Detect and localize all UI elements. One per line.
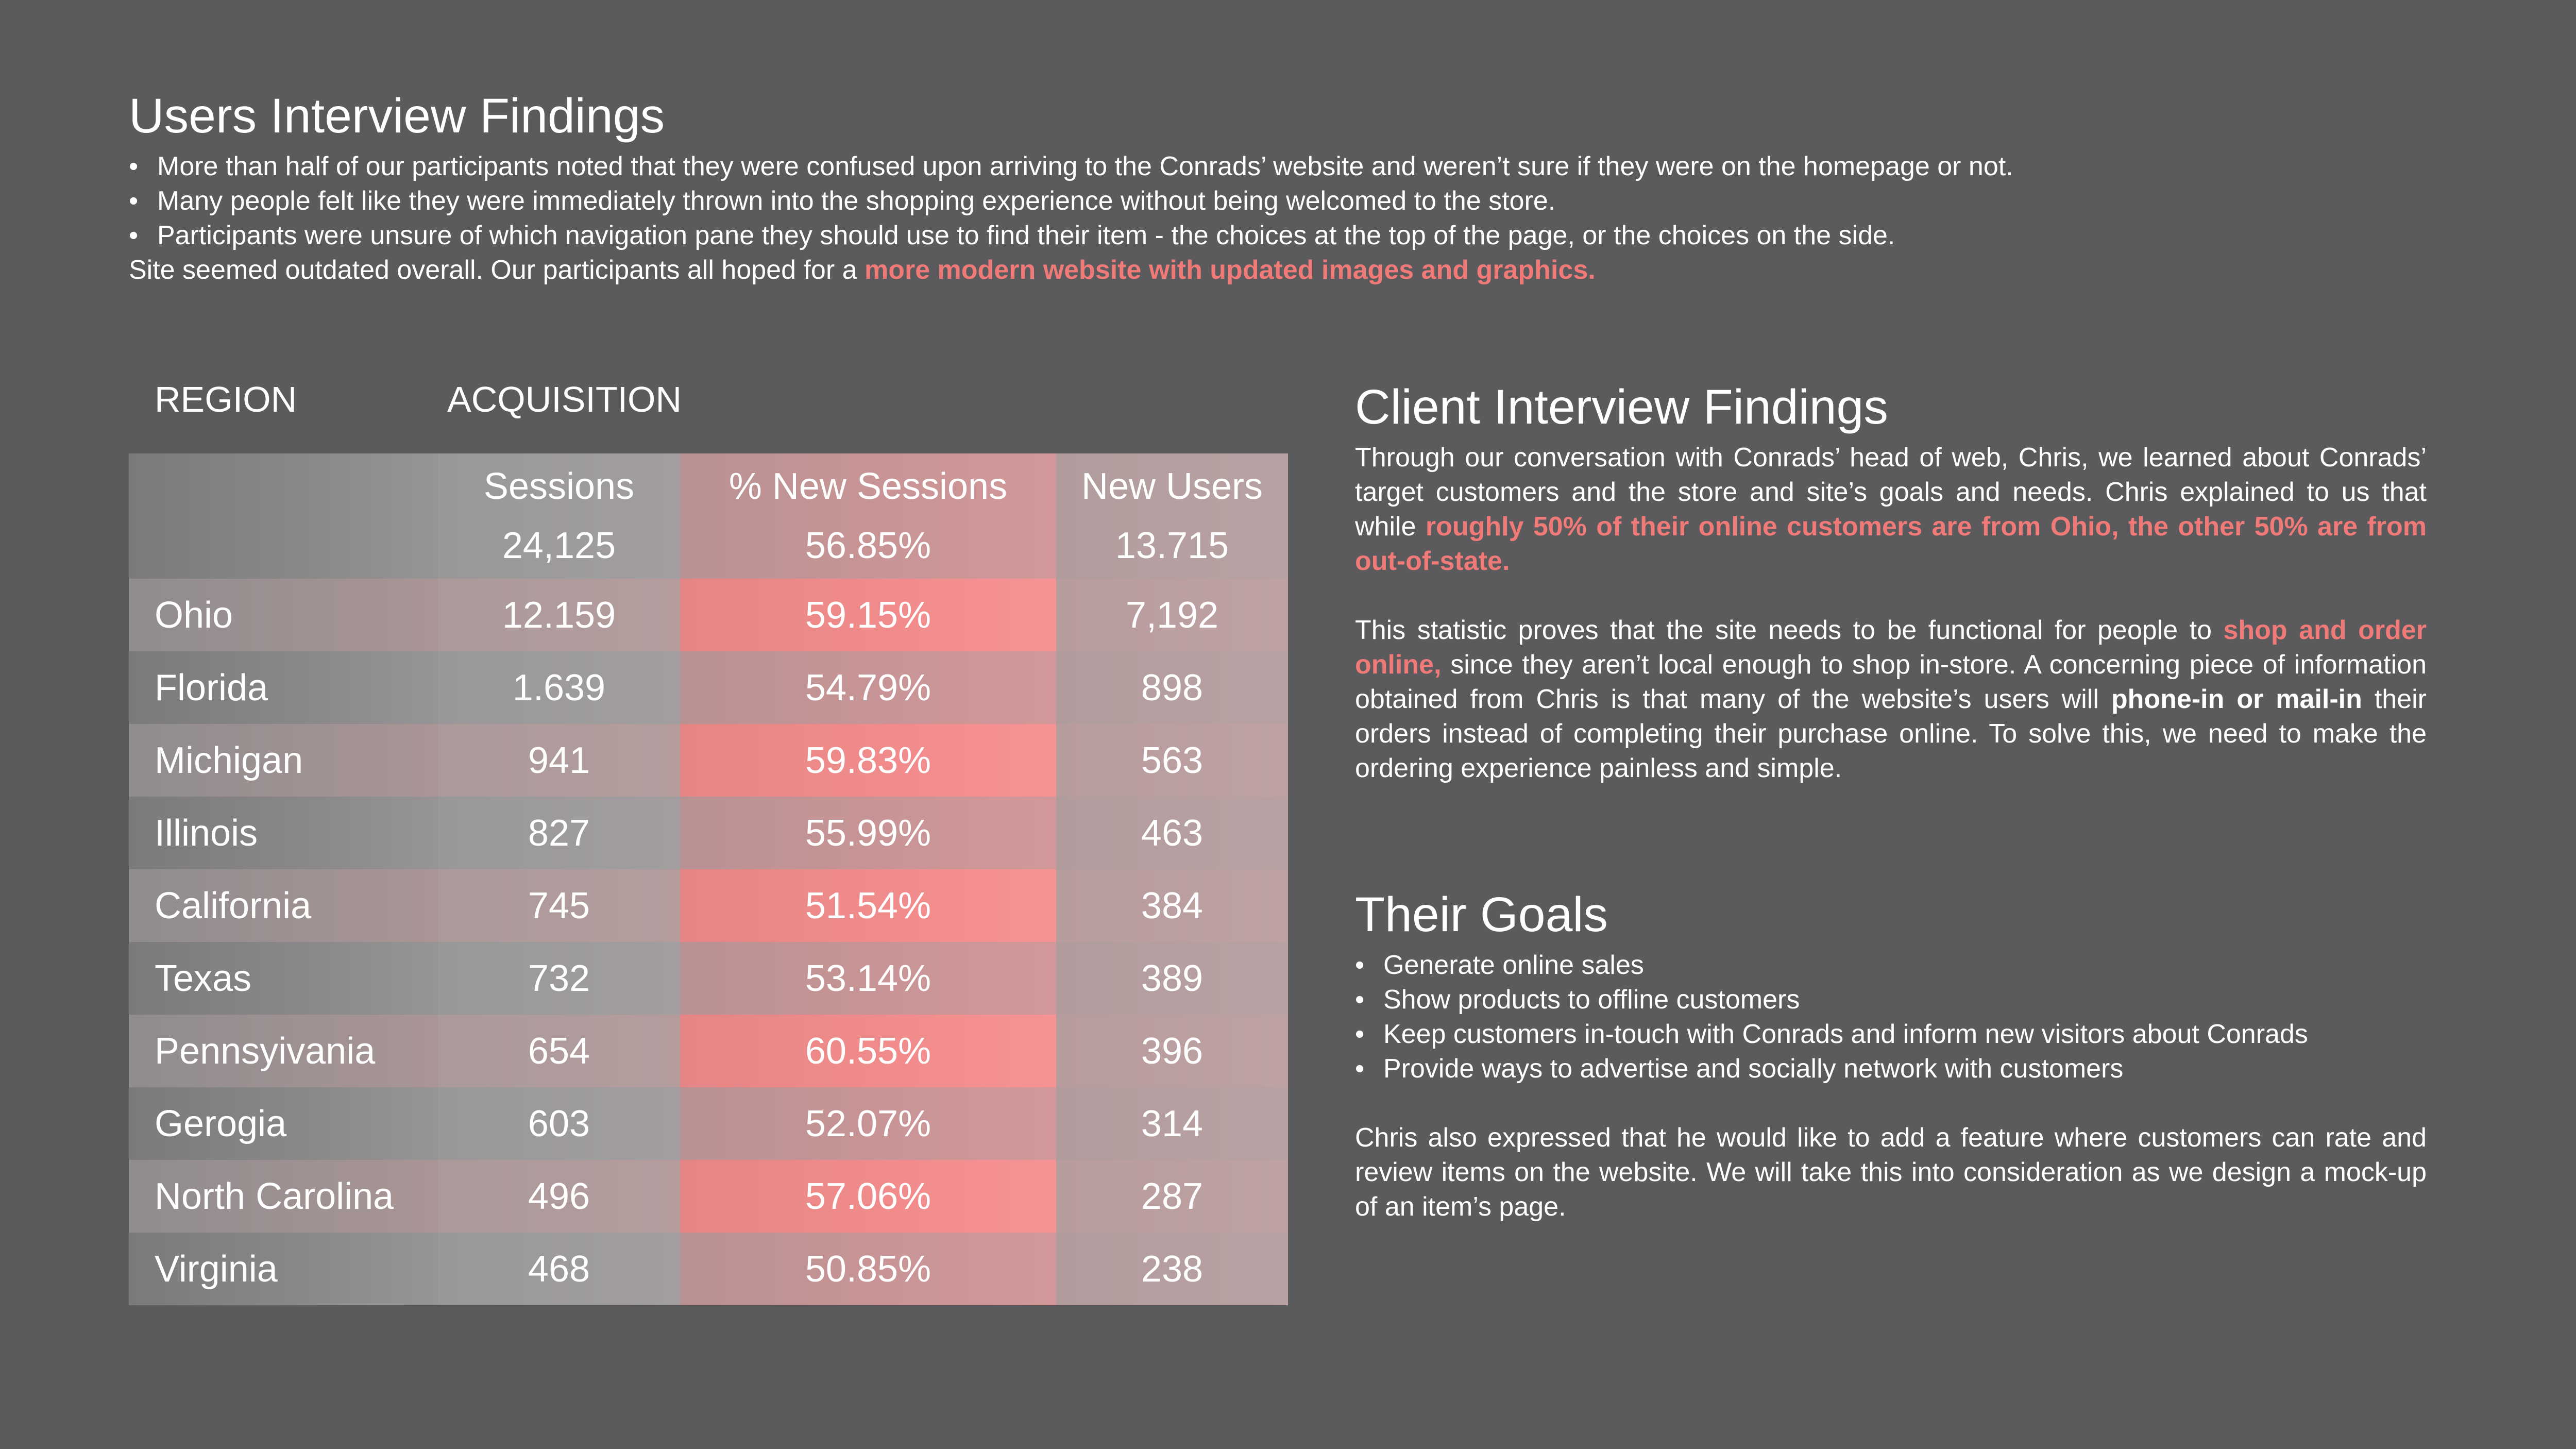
new-sessions-cell: 59.15% [680, 579, 1056, 651]
new-sessions-cell: 50.85% [680, 1233, 1056, 1305]
new-users-cell: 7,192 [1056, 579, 1288, 651]
region-cell: Florida [129, 651, 438, 724]
sessions-cell: 1.639 [438, 651, 680, 724]
new-sessions-cell: 54.79% [680, 651, 1056, 724]
list-item: • Generate online sales [1355, 948, 2427, 983]
new-sessions-cell: 51.54% [680, 869, 1056, 942]
column-header-sessions [438, 453, 680, 579]
new-users-cell: 238 [1056, 1233, 1288, 1305]
region-cell: Gerogia [129, 1087, 438, 1160]
list-item: • Many people felt like they were immediately thrown into the shopping experience without being welcomed to the store. [129, 184, 2447, 218]
table-row [129, 1087, 1288, 1160]
table-header-row [129, 453, 1288, 579]
new-users-cell: 389 [1056, 942, 1288, 1015]
sessions-cell: 603 [438, 1087, 680, 1160]
new-sessions-cell: 55.99% [680, 797, 1056, 869]
summary-highlight: more modern website with updated images and graphics. [864, 255, 1596, 285]
region-cell: Texas [129, 942, 438, 1015]
sessions-cell: 941 [438, 724, 680, 797]
sessions-cell: 732 [438, 942, 680, 1015]
sessions-cell: 827 [438, 797, 680, 869]
region-cell: Michigan [129, 724, 438, 797]
column-total: 13.715 [1115, 525, 1229, 566]
table-row [129, 1160, 1288, 1233]
users-findings-summary [129, 253, 2447, 288]
column-label: % New Sessions [728, 465, 1008, 507]
new-sessions-cell: 57.06% [680, 1160, 1056, 1233]
new-sessions-cell: 59.83% [680, 724, 1056, 797]
table-row [129, 579, 1288, 651]
column-label: Sessions [483, 465, 635, 507]
column-header-new-sessions [680, 453, 1056, 579]
list-item: • Keep customers in-touch with Conrads and inform new visitors about Conrads [1355, 1017, 2427, 1052]
table-headings [129, 371, 1288, 428]
list-item: • Show products to offline customers [1355, 983, 2427, 1017]
region-cell: Virginia [129, 1233, 438, 1305]
paragraph-bold: phone-in or mail-in [2111, 684, 2362, 714]
list-item: • More than half of our participants noted that they were confused upon arriving to the Conrads’ website and weren’t sure if they were on the homepage or not. [129, 149, 2447, 184]
client-findings-paragraph-2 [1355, 613, 2427, 786]
client-findings-title: Client Interview Findings [1355, 380, 1888, 434]
goals-list [1355, 948, 2427, 1086]
goals-title: Their Goals [1355, 887, 1608, 942]
header-empty-cell [129, 453, 438, 579]
goals-section [1355, 881, 2427, 1224]
sessions-cell: 745 [438, 869, 680, 942]
paragraph-highlight: roughly 50% of their online customers are from Ohio, the other 50% are from out-of-state. [1355, 512, 2427, 576]
sessions-cell: 12.159 [438, 579, 680, 651]
acquisition-table [129, 453, 1288, 1305]
list-item: • Participants were unsure of which navigation pane they should use to find their item - the choices at the top of the page, or the choices on the side. [129, 218, 2447, 253]
region-cell: North Carolina [129, 1160, 438, 1233]
new-users-cell: 563 [1056, 724, 1288, 797]
users-findings-section [129, 82, 2447, 288]
region-cell: Ohio [129, 579, 438, 651]
new-sessions-cell: 60.55% [680, 1015, 1056, 1087]
client-findings-paragraph-1 [1355, 441, 2427, 579]
new-users-cell: 287 [1056, 1160, 1288, 1233]
column-header-new-users [1056, 453, 1288, 579]
new-users-cell: 898 [1056, 651, 1288, 724]
summary-text: Site seemed outdated overall. Our participants all hoped for a [129, 255, 865, 285]
new-sessions-cell: 53.14% [680, 942, 1056, 1015]
new-users-cell: 396 [1056, 1015, 1288, 1087]
sessions-cell: 654 [438, 1015, 680, 1087]
paragraph-text: This statistic proves that the site needs to be functional for people to [1355, 615, 2224, 645]
goals-note: Chris also expressed that he would like to add a feature where customers can rate and review items on the website. We will take this into consideration as we design a mock-up of an item’s page. [1355, 1123, 2427, 1222]
paragraph-highlight: shop and order online, [1355, 615, 2427, 680]
new-users-cell: 314 [1056, 1087, 1288, 1160]
region-heading: REGION [155, 379, 297, 419]
paragraph-text: Through our conversation with Conrads’ head of web, Chris, we learned about Conrads’ target customers and the store and site’s goals and needs. Chris explained to us that while [1355, 443, 2427, 542]
sessions-cell: 468 [438, 1233, 680, 1305]
paragraph-text: their orders instead of completing their purchase online. To solve this, we need to make the ordering experience painless and simple. [1355, 684, 2427, 783]
users-findings-title: Users Interview Findings [129, 89, 665, 143]
region-cell: California [129, 869, 438, 942]
new-users-cell: 384 [1056, 869, 1288, 942]
column-total: 24,125 [502, 525, 616, 566]
sessions-cell: 496 [438, 1160, 680, 1233]
table-row [129, 1015, 1288, 1087]
new-sessions-cell: 52.07% [680, 1087, 1056, 1160]
paragraph-text: since they aren’t local enough to shop in-store. A concerning piece of information obtained from Chris is that many of the website’s users will [1355, 650, 2427, 714]
new-users-cell: 463 [1056, 797, 1288, 869]
list-item: • Provide ways to advertise and socially network with customers [1355, 1052, 2427, 1086]
table-row [129, 651, 1288, 724]
table-row [129, 1233, 1288, 1305]
region-cell: Pennsyivania [129, 1015, 438, 1087]
table-row [129, 797, 1288, 869]
table-row [129, 942, 1288, 1015]
region-cell: Illinois [129, 797, 438, 869]
table-row [129, 724, 1288, 797]
column-total: 56.85% [805, 525, 931, 566]
client-findings-section [1355, 374, 2427, 786]
column-label: New Users [1081, 465, 1263, 507]
acquisition-heading: ACQUISITION [447, 379, 682, 419]
table-row [129, 869, 1288, 942]
users-findings-list [129, 149, 2447, 253]
